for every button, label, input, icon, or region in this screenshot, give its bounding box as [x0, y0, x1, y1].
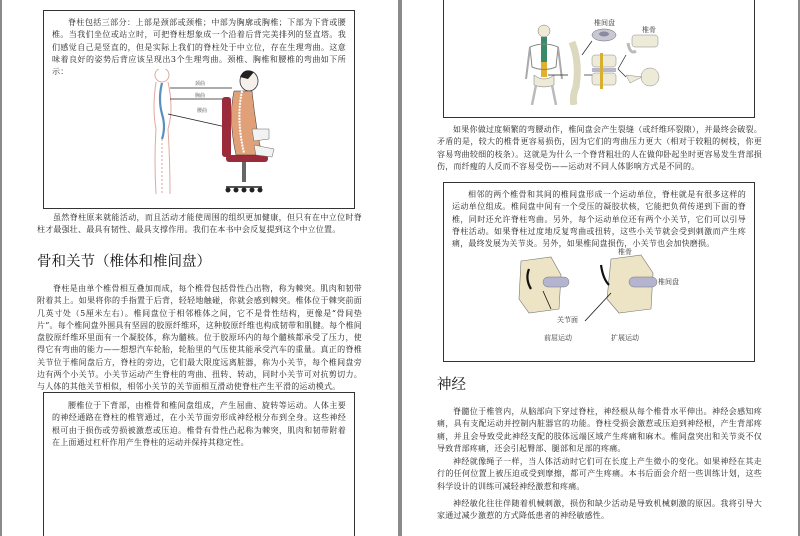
bending-paragraph: 如果你做过度频繁的弯腰动作，椎间盘会产生裂缝（或纤维环裂隙），并最终会破裂。矛盾的是，较大的椎骨更容易损伤，因为它们的弯曲压力更大（相对于较粗的树枝，你更容易弯曲较细的枝条）。这就是为什么一个脊背粗壮的人在做仰卧起坐时更容易发生背部损伤，而纤瘦的人反而不容易受伤——运动对不同人体影响方式是不同的。: [437, 125, 762, 171]
label-thoracic-curve: 胸曲: [195, 93, 206, 99]
skeleton-figure-box: [443, 0, 755, 118]
label-facet: 关节面: [557, 316, 578, 324]
label-extension: 扩展运动: [611, 334, 639, 342]
section-heading-bones-joints: 骨和关节（椎体和椎间盘）: [37, 254, 211, 270]
label-cervical-curve: 颈曲: [195, 81, 206, 87]
label-flexion: 前屈运动: [544, 334, 572, 342]
box-paragraph: 相邻的两个椎骨和其间的椎间盘形成一个运动单位，脊柱就是有很多这样的运动单位组成。椎间盘中间有一个受压的凝胶状核，它能把负荷传递到下面的脊椎，同时还允许脊柱弯曲。另外，每个运动单位还有两个小关节，它们可以引导脊柱活动。如果脊柱过度地反复弯曲或扭转，这些小关节就会受到刺激而产生疼痛，最终发展为关节炎。另外，如果椎间盘损伤，小关节也会加快磨损。: [452, 190, 746, 249]
skeleton-figure: [522, 17, 682, 105]
label-disc: 椎间盘: [594, 19, 615, 27]
lumbar-info-box: [43, 392, 355, 536]
label-vertebra: 椎骨: [642, 26, 656, 34]
nerve-paragraph-2: 神经就像绳子一样，当人体活动时它们可在长度上产生微小的变化。如果神经在其走行的任何位置上被压迫或受到摩擦，都可产生疼痛。本书后面会介绍一些训练计划，这些科学设计的训练可减轻神经激惹和疼痛。: [437, 457, 762, 491]
posture-figure: [144, 69, 294, 197]
spine-curves-box: [43, 10, 355, 209]
label-lumbar-curve: 腰曲: [197, 108, 208, 114]
box-paragraph: 脊柱包括三部分：上部是颈部或颈椎；中部为胸廓或胸椎；下部为下背或腰椎。当我们坐位或站立时，可把脊柱想象成一个沿着后背完美排列的竖直塔。我们感觉自己是竖直的，但是实际上我们的脊柱处于中立位，存在生理弯曲。这意味着良好的姿势后背应该呈现出3个生理弯曲。颈椎、胸椎和腰椎的弯曲如下所示：: [52, 18, 346, 77]
right-page: [402, 0, 798, 536]
box-paragraph: 腰椎位于下背部，由椎骨和椎间盘组成，产生屈曲、旋转等运动。人体主要的神经通路在脊柱的椎管通过，在小关节面旁形成神经根分布到全身。这些神经根可由于损伤或劳损被激惹或压迫。椎骨有骨性凸起称为棘突，肌肉和韧带附着在上面通过杠杆作用产生脊柱的运动并保持其稳定性。: [52, 401, 346, 447]
left-page: [2, 0, 398, 536]
neutral-position-paragraph: 虽然脊柱原来就能活动，而且活动才能使周围的组织更加健康，但只有在中立位时脊柱才最强壮、最具有韧性、最具支撑作用。我们在本书中会反复提到这个中立位置。: [37, 213, 362, 235]
label-vertebra: 椎骨: [618, 248, 632, 256]
motion-unit-box: [443, 182, 755, 362]
nerve-paragraph-1: 脊髓位于椎管内，从脑部向下穿过脊柱，神经根从每个椎骨水平伸出。神经会感知疼痛，具有支配运动并控制内脏器官的功能。脊柱受损会激惹或压迫到神经根，产生背部疼痛，并且会导致受此神经支配的肢体远端区域产生疼痛和麻木。椎间盘突出和关节炎不仅导致背部疼痛，还会引起臀部、腿部和足部的疼痛。: [437, 407, 762, 453]
motion-segment-figure: [501, 249, 691, 355]
label-disc: 椎间盘: [658, 278, 679, 286]
nerve-paragraph-3: 神经敏化往往伴随着机械刺激，损伤和缺少活动是导致机械刺激的原因。我将引导大家通过减少激惹的方式降低患者的神经敏感性。: [437, 499, 762, 521]
section-heading-nerves: 神经: [437, 377, 466, 393]
bones-joints-paragraph: 脊柱是由单个椎骨相互叠加而成，每个椎骨包括骨性凸出物，称为棘突。肌肉和韧带附着其上。如果将你的手指置于后背，轻轻地触碰，你就会感到棘突。椎体位于棘突前面几英寸处（5厘米左右）。椎间盘位于相邻椎体之间，它不是骨性结构，更像是“骨间垫片”。每个椎间盘外围具有坚固的胶原纤维环，这种胶原纤维也构成韧带和肌腱。每个椎间盘胶原纤维环里面有一个凝胶体，称为髓核。位于胶原环内的每个髓核都承受了压力，使得它有弯曲的能力——想想汽车轮胎，轮胎里的气压使其能承受汽车的重量。真正的脊椎关节位于椎间盘后方，脊柱的旁边，它们最大限度远离脏器，称为小关节，每个椎间盘旁边有两个小关节。小关节运动产生脊柱的弯曲、扭转、转动，同时小关节可对抗剪切力。与人体的其他关节相似，相邻小关节的关节面相互滑动使脊柱产生平滑的运动模式。: [37, 284, 362, 392]
